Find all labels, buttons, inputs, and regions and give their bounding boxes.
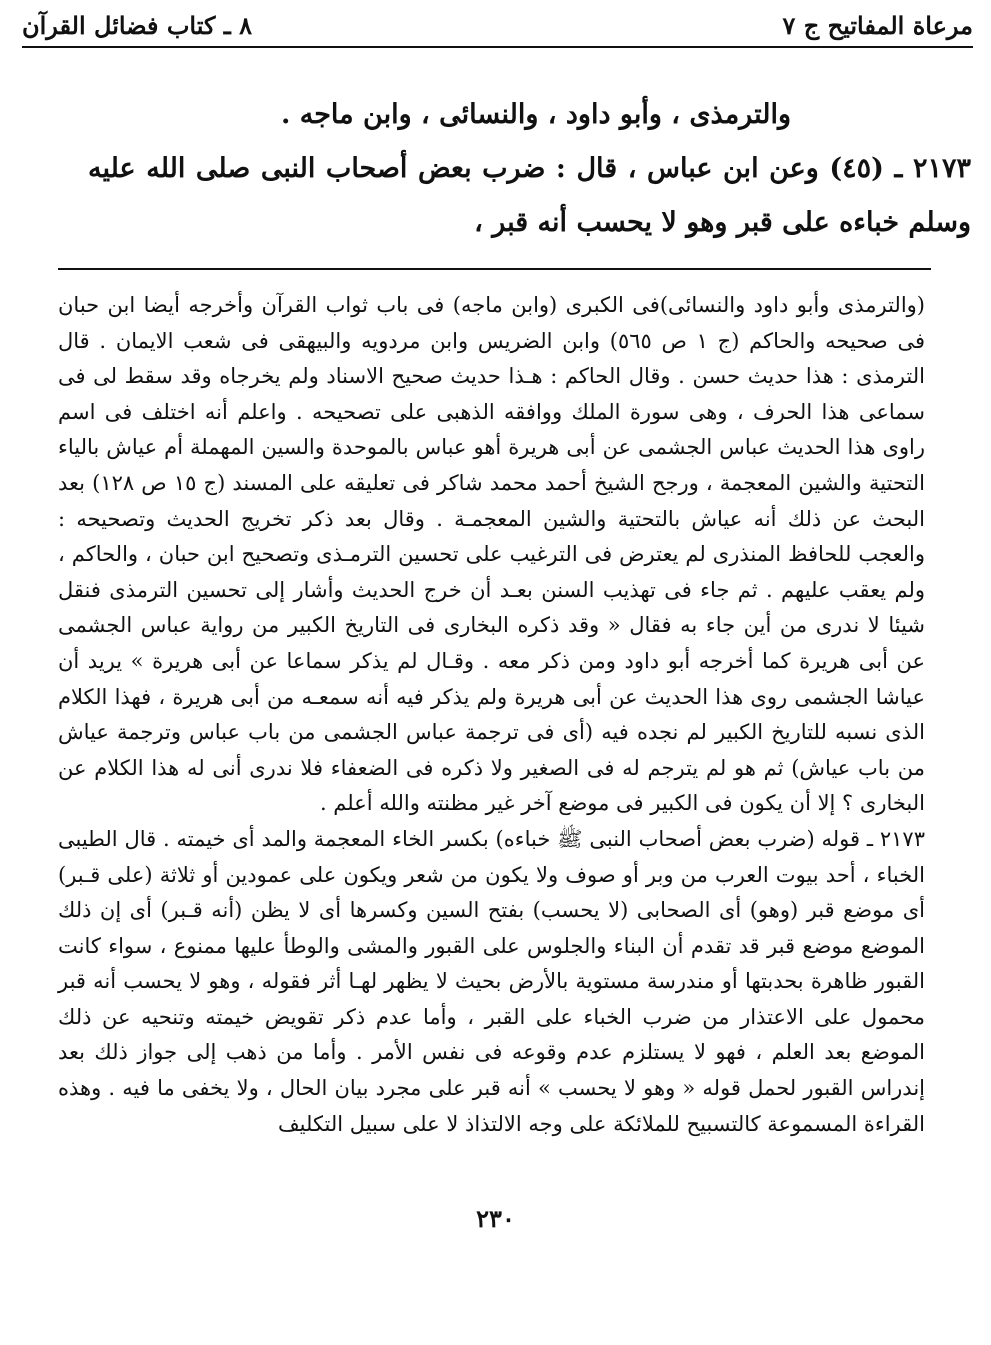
running-header (22, 0, 973, 40)
commentary-block (58, 288, 925, 1142)
commentary-paragraph: ٢١٧٣ ـ قوله (ضرب بعض أصحاب النبى ﷺ خباءه) بكسر الخاء المعجمة والمد أى خيمته . قال الطيبى الخباء ، أحد بيوت العرب من وبر أو صوف ولا يكون من شعر ويكون على عمودين أو ثلاثة (على قـبر) أى موضع قبر (وهو) أى الصحابى (لا يحسب) بفتح السين وكسرها أى لا يظن (أنه قـبر) أى إن ذلك الموضع موضع قبر قد تقدم أن البناء والجلوس على القبور والمشى والوطأ عليها ممنوع ، سواء كانت القبور ظاهرة بحدبتها أو مندرسة مستوية بالأرض بحيث لا يظهر لهـا أثر فقوله ، وهو لا يحسب أنه قبر محمول على الاعتذار من ضرب الخباء على القبر ، وأما عدم ذكر تقويض خيمته وتنحيه عن ذلك الموضع بعد العلم ، فهو لا يستلزم عدم وقوعه فى نفس الأمر . وأما من ذهب إلى جواز ذلك بعد إندراس القبور لحمل قوله « وهو لا يحسب » أنه قبر على مجرد بيان الحال ، ولا يخفى ما فيه . وهذه القراءة المسموعة كالتسبيح للملائكة على وجه الالتذاذ لا على سبيل التكليف (58, 826, 925, 1136)
hadith-text: ٢١٧٣ ـ (٤٥) وعن ابن عباس ، قال : ضرب بعض أصحاب النبى صلى الله عليه وسلم خباءه على قبر وهو لا يحسب أنه قبر ، (88, 153, 971, 238)
header-rule (22, 46, 973, 48)
header-book-title: مرعاة المفاتيح ج ٧ (782, 11, 973, 40)
page-number: ٢٣٠ (476, 1204, 515, 1233)
section-divider (58, 268, 931, 270)
header-chapter-title: ٨ ـ كتاب فضائل القرآن (22, 11, 253, 40)
hadith-source-line: والترمذى ، وأبو داود ، والنسائى ، وابن ماجه . (280, 99, 791, 130)
commentary-paragraph: (والترمذى وأبو داود والنسائى)فى الكبرى (وابن ماجه) فى باب ثواب القرآن وأخرجه أيضا ابن حبان فى صحيحه والحاكم (ج ١ ص ٥٦٥) وابن الضريس وابن مردويه والبيهقى فى شعب الايمان . قال الترمذى : هذا حديث حسن . وقال الحاكم : هـذا حديث صحيح الاسناد ولم يخرجاه وقد سقط لى فى سماعى هذا الحرف ، وهى سورة الملك ووافقه الذهبى على تصحيحه . واعلم أنه اختلف فى اسم راوى هذا الحديث عباس الجشمى عن أبى هريرة أهو عباس بالموحدة والسين المهملة أم عياش بالياء التحتية والشين المعجمة ، ورجح الشيخ أحمد محمد شاكر فى تعليقه على المسند (ج ١٥ ص ١٢٨) بعد البحث عن ذلك أنه عياش بالتحتية والشين المعجمـة . وقال بعد ذكر تخريج الحديث وتصحيحه : والعجب للحافظ المنذرى لم يعترض فى الترغيب على تحسين الترمـذى وتصحيح ابن حبان ، والحاكم ، ولم يعقب عليهم . ثم جاء فى تهذيب السنن بعـد أن خرج الحديث وأشار إلى تحسين الترمذى فنقل شيئا لا ندرى من أين جاء به فقال « وقد ذكره البخارى فى التاريخ الكبير من رواية عباس الجشمى عن أبى هريرة كما أخرجه أبو داود ومن ذكر معه . وقـال لم يذكر سماعا عن أبى هريرة » يريد أن عياشا الجشمى روى هذا الحديث عن أبى هريرة ولم يذكر فيه أنه سمعـه من أبى هريرة ، فهذا الكلام الذى نسبه للتاريخ الكبير لم نجده فيه (أى فى ترجمة عباس الجشمى من باب عباس وترجمة عياش من باب عياش) ثم هو لم يترجم له فى الصغير ولا ذكره فى الضعفاء فلا ندرى أنى له هذا الكلام عن البخارى ؟ إلا أن يكون فى الكبير فى موضع آخر غير مظنته والله أعلم . (58, 293, 925, 816)
hadith-block (88, 88, 971, 250)
